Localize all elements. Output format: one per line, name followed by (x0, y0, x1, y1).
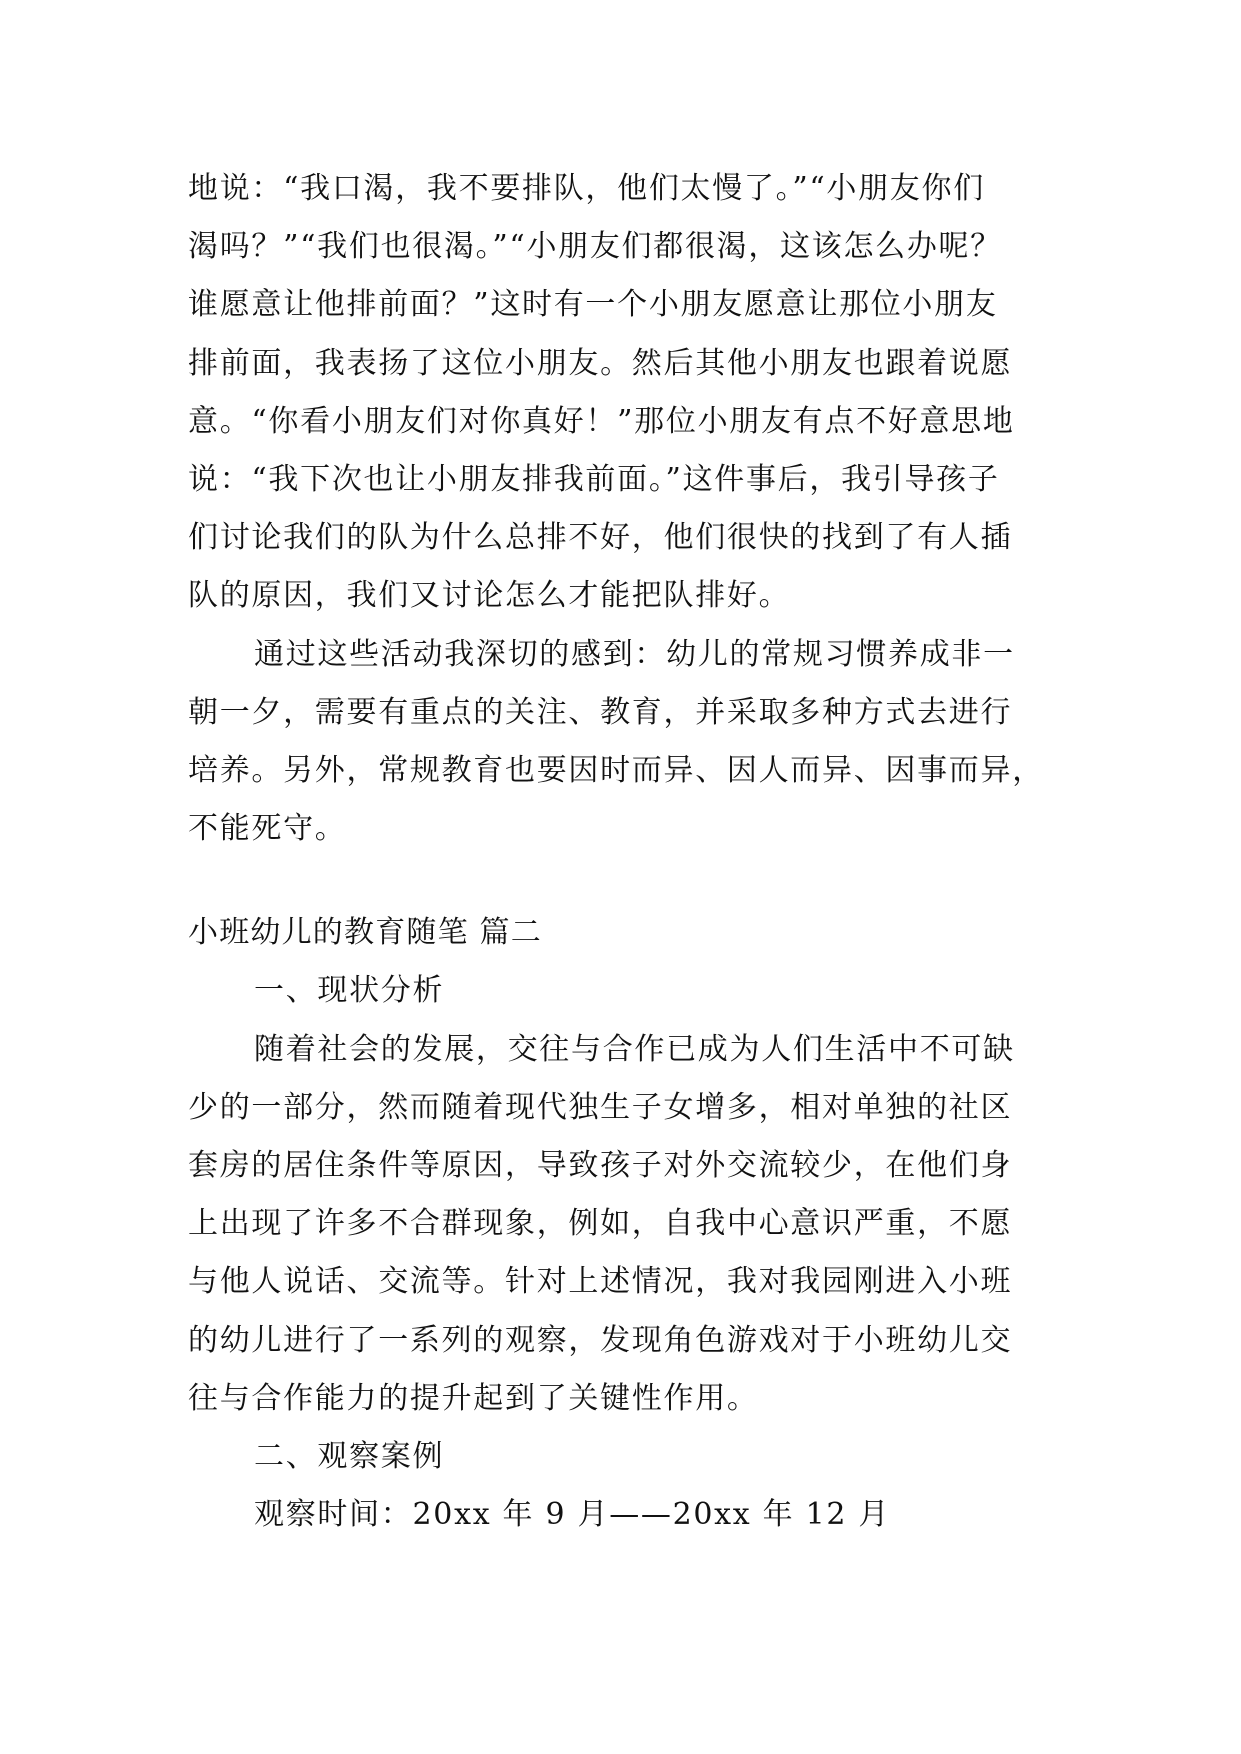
document-body (188, 160, 1054, 1544)
text-line: 的幼儿进行了一系列的观察，发现角色游戏对于小班幼儿交 (188, 1322, 1013, 1358)
text-line: 们讨论我们的队为什么总排不好，他们很快的找到了有人插 (188, 520, 1013, 556)
heading-observation-case: 二、观察案例 (254, 1438, 445, 1474)
text-line: 上出现了许多不合群现象，例如，自我中心意识严重，不愿 (188, 1206, 1013, 1242)
text-line: 渴吗？”“我们也很渴。”“小朋友们都很渴，这该怎么办呢？ (188, 229, 1002, 265)
text-line: 通过这些活动我深切的感到：幼儿的常规习惯养成非一 (254, 636, 1015, 672)
text-line: 排前面，我表扬了这位小朋友。然后其他小朋友也跟着说愿 (188, 345, 1013, 381)
text-line: 意。“你看小朋友们对你真好！”那位小朋友有点不好意思地 (188, 403, 1015, 439)
text-line: 朝一夕，需要有重点的关注、教育，并采取多种方式去进行 (188, 694, 1013, 730)
text-line: 培养。另外，常规教育也要因时而异、因人而异、因事而异， (188, 752, 1044, 788)
text-line: 谁愿意让他排前面？”这时有一个小朋友愿意让那位小朋友 (188, 287, 998, 323)
section-title: 小班幼儿的教育随笔 篇二 (188, 915, 542, 951)
text-line: 队的原因，我们又讨论怎么才能把队排好。 (188, 578, 791, 614)
text-line: 少的一部分，然而随着现代独生子女增多，相对单独的社区 (188, 1089, 1013, 1125)
observation-time: 观察时间：20xx 年 9 月——20xx 年 12 月 (254, 1497, 891, 1533)
text-line: 不能死守。 (188, 811, 347, 847)
text-line: 往与合作能力的提升起到了关键性作用。 (188, 1380, 759, 1416)
paragraph-analysis (188, 1021, 1054, 1428)
text-line: 随着社会的发展，交往与合作已成为人们生活中不可缺 (254, 1031, 1015, 1067)
text-line: 说：“我下次也让小朋友排我前面。”这件事后，我引导孩子 (188, 461, 1000, 497)
paragraph-continuation (188, 160, 1054, 626)
text-line: 与他人说话、交流等。针对上述情况，我对我园刚进入小班 (188, 1264, 1013, 1300)
text-line: 套房的居住条件等原因，导致孩子对外交流较少，在他们身 (188, 1148, 1013, 1183)
text-line: 地说：“我口渴，我不要排队，他们太慢了。”“小朋友你们 (188, 171, 985, 206)
section-spacer (188, 858, 1054, 904)
heading-current-situation: 一、现状分析 (254, 973, 445, 1009)
paragraph-reflection (188, 626, 1054, 859)
